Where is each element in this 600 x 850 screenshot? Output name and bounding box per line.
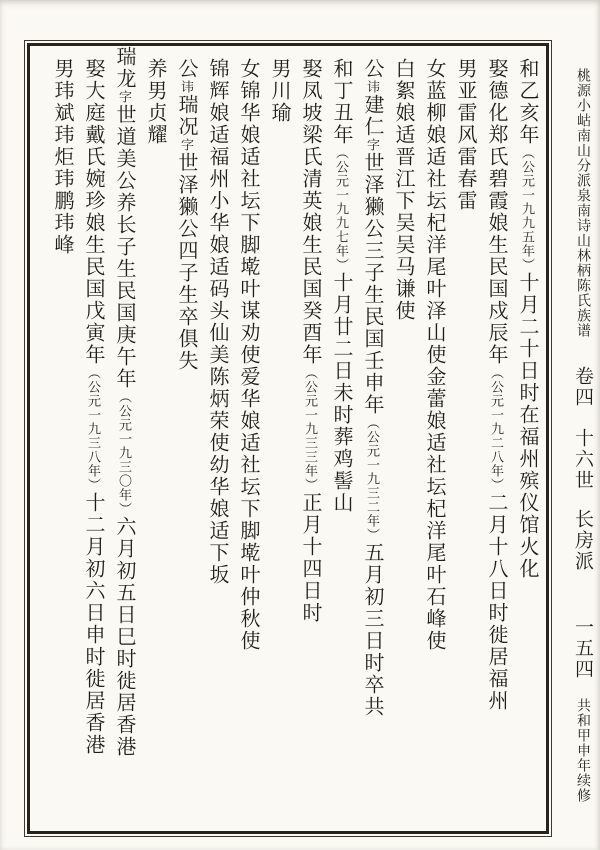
- text-run: 女: [237, 58, 259, 80]
- text-run: 二月十八日: [485, 492, 507, 602]
- text-run: （公元一九二八年）: [489, 366, 504, 492]
- title-gap: [582, 680, 583, 698]
- entry1-daughters-line-2: [388, 58, 418, 322]
- entry3-ruikuang-line: [171, 58, 201, 372]
- text-run: 建仁: [361, 94, 383, 138]
- page-number: 一五四: [572, 617, 593, 680]
- text-run: （公元一九三〇年）: [117, 390, 132, 516]
- generation-label: 十六世: [572, 428, 593, 491]
- text-run: 男: [454, 58, 476, 80]
- text-run: 十月廿二日未时葬鸡髻山: [330, 272, 352, 514]
- text-run: 泽獭公四子生卒俱失: [175, 174, 197, 372]
- text-run: 讳: [365, 80, 380, 94]
- text-run: （公元一九三二年）: [365, 416, 380, 542]
- text-run: 锦辉娘适福州: [206, 58, 228, 190]
- entry1-spouse-line: [481, 58, 511, 712]
- text-run: 女: [423, 58, 445, 80]
- text-run: 道美公养长子生民国庚午年: [113, 126, 135, 390]
- text-run: 十二月初六日申时徙居香港: [82, 492, 104, 756]
- text-run: 时徙居福州: [485, 602, 507, 712]
- text-run: 男: [51, 58, 73, 80]
- text-run: 娶德化郑氏碧霞娘生民国戍辰年: [485, 58, 507, 366]
- text-run: 金蕾娘适社坛杞洋尾叶石峰使: [423, 366, 445, 652]
- volume-label: 卷四: [572, 366, 593, 408]
- text-run: 公: [361, 58, 383, 80]
- entry2-daughters-line-1: [233, 58, 263, 652]
- text-run: 春雷: [454, 168, 476, 212]
- entry4-ruilong-line: [109, 46, 139, 758]
- entry1-death-continuation-line: [512, 58, 542, 580]
- text-run: 白絮娘适晋江下吴吴马谦使: [392, 58, 414, 322]
- entry1-sons-line: [450, 58, 480, 212]
- entry2-spouse-line: [295, 58, 325, 624]
- text-run: 男: [268, 58, 290, 80]
- text-run: 字: [117, 90, 132, 104]
- text-run: 玮炬: [51, 124, 73, 168]
- text-run: 公: [175, 58, 197, 80]
- title-gap: [582, 408, 583, 428]
- entry2-sons-line: [264, 58, 294, 124]
- text-run: 锦华娘适社坛下脚墘叶谋劝使: [237, 80, 259, 366]
- text-run: 玮鹏: [51, 168, 73, 212]
- entry1-daughters-line-1: [419, 58, 449, 652]
- text-run: 瑞龙: [113, 46, 135, 90]
- title-gap: [582, 572, 583, 617]
- text-run: 世: [175, 152, 197, 174]
- text-run: 五月初三日: [361, 542, 383, 652]
- text-run: 玮峰: [51, 212, 73, 256]
- text-run: 蓝柳娘适社坛杞洋尾叶泽山使: [423, 80, 445, 366]
- text-run: 幼华娘适下坂: [206, 454, 228, 586]
- text-run: 十月二十日: [516, 272, 538, 382]
- text-run: 世: [361, 152, 383, 174]
- text-run: 亚雷: [454, 80, 476, 124]
- entry2-death-continuation-line: [326, 58, 356, 514]
- entry4-spouse-line: [78, 58, 108, 756]
- entry3-adopted-son-line: [140, 58, 170, 146]
- text-run: 娶大庭戴氏婉珍娘生民国戊寅年: [82, 58, 104, 366]
- text-run: 时: [299, 602, 321, 624]
- book-title: 桃源小岵南山分派泉南诗山林柄陈氏族谱: [575, 68, 590, 338]
- text-run: （公元一九三三年）: [303, 366, 318, 492]
- title-gap: [582, 491, 583, 509]
- text-run: 养男: [144, 58, 166, 102]
- entry2-jianren-line: [357, 58, 387, 718]
- text-run: 六月初五日巳时徙居香港: [113, 516, 135, 758]
- text-run: 字: [179, 138, 194, 152]
- text-run: 小华娘适码头仙美陈炳荣使: [206, 190, 228, 454]
- text-run: 世: [113, 104, 135, 126]
- text-run: 爱华娘适社坛下脚墘叶仲秋使: [237, 366, 259, 652]
- text-run: 正月十四日: [299, 492, 321, 602]
- title-gap: [582, 338, 583, 366]
- text-run: 在福州殡仪馆火化: [516, 404, 538, 580]
- text-run: 娶凤坡梁氏清英娘生民国癸酉年: [299, 58, 321, 366]
- edition-note: 共和甲申年续修: [575, 698, 590, 803]
- text-run: 时: [516, 382, 538, 404]
- text-run: 瑞况: [175, 94, 197, 138]
- text-run: 和乙亥年: [516, 58, 538, 146]
- margin-title-column: [566, 68, 598, 803]
- text-run: （公元一九九七年）: [334, 146, 349, 272]
- text-run: 川瑜: [268, 80, 290, 124]
- text-run: 泽獭公三子生民国壬申年: [361, 174, 383, 416]
- text-run: 时卒共: [361, 652, 383, 718]
- text-run: 字: [365, 138, 380, 152]
- text-run: 和丁丑年: [330, 58, 352, 146]
- entry4-sons-line: [47, 58, 77, 256]
- branch-label: 长房派: [572, 509, 593, 572]
- entry2-daughters-line-2: [202, 58, 232, 586]
- text-run: 贞耀: [144, 102, 166, 146]
- text-run: 玮斌: [51, 80, 73, 124]
- text-run: 风雷: [454, 124, 476, 168]
- text-run: （公元一九三八年）: [86, 366, 101, 492]
- text-run: （公元一九九五年）: [520, 146, 535, 272]
- text-run: 讳: [179, 80, 194, 94]
